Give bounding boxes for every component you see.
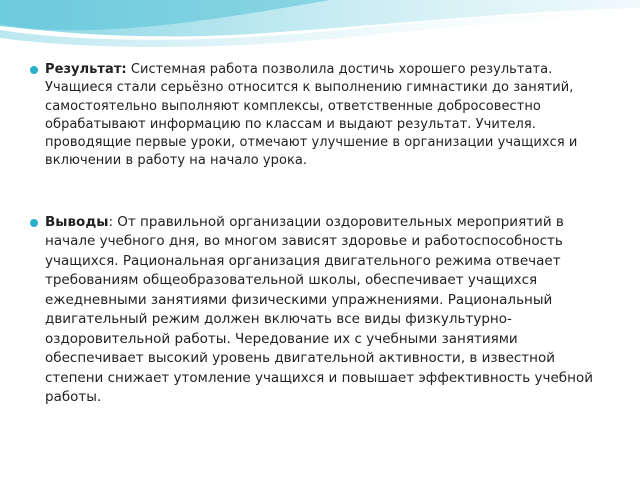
conclusions-paragraph [45,213,605,408]
slide-content [30,61,605,408]
result-bullet [30,61,605,171]
bullet-dot-icon [30,66,38,74]
result-lead: Результат: [45,62,127,77]
result-paragraph [45,61,605,171]
conclusions-lead: Выводы [45,213,109,230]
result-text: Системная работа позволила достичь хорошего результата. Учащиеся стали серьёзно относится к выполнению гимнастики до занятий, самостоятельно выполняют комплексы, ответственные добросовестно обрабатывают информацию по классам и выдают результат. Учителя. проводящие первые уроки, отмечают улучшение в организации учащихся и включении в работу на начало урока. [45,62,578,169]
conclusions-text: : От правильной организации оздоровительных мероприятий в начале учебного дня, во многом зависят здоровье и работоспособность учащихся. Рациональная организация двигательного режима отвечает требованиям общеобразовательной школы, обеспечивает учащихся ежедневными занятиями физическими упражнениями. Рациональный двигательный режим должен включать все виды физкультурно-оздоровительной работы. Чередование их с учебными занятиями обеспечивает высокий уровень двигательной активности, в известной степени снижает утомление учащихся и повышает эффективность учебной работы. [45,213,593,406]
bullet-dot-icon [30,219,38,227]
header-wave-decoration [0,0,640,60]
conclusions-bullet [30,213,605,408]
